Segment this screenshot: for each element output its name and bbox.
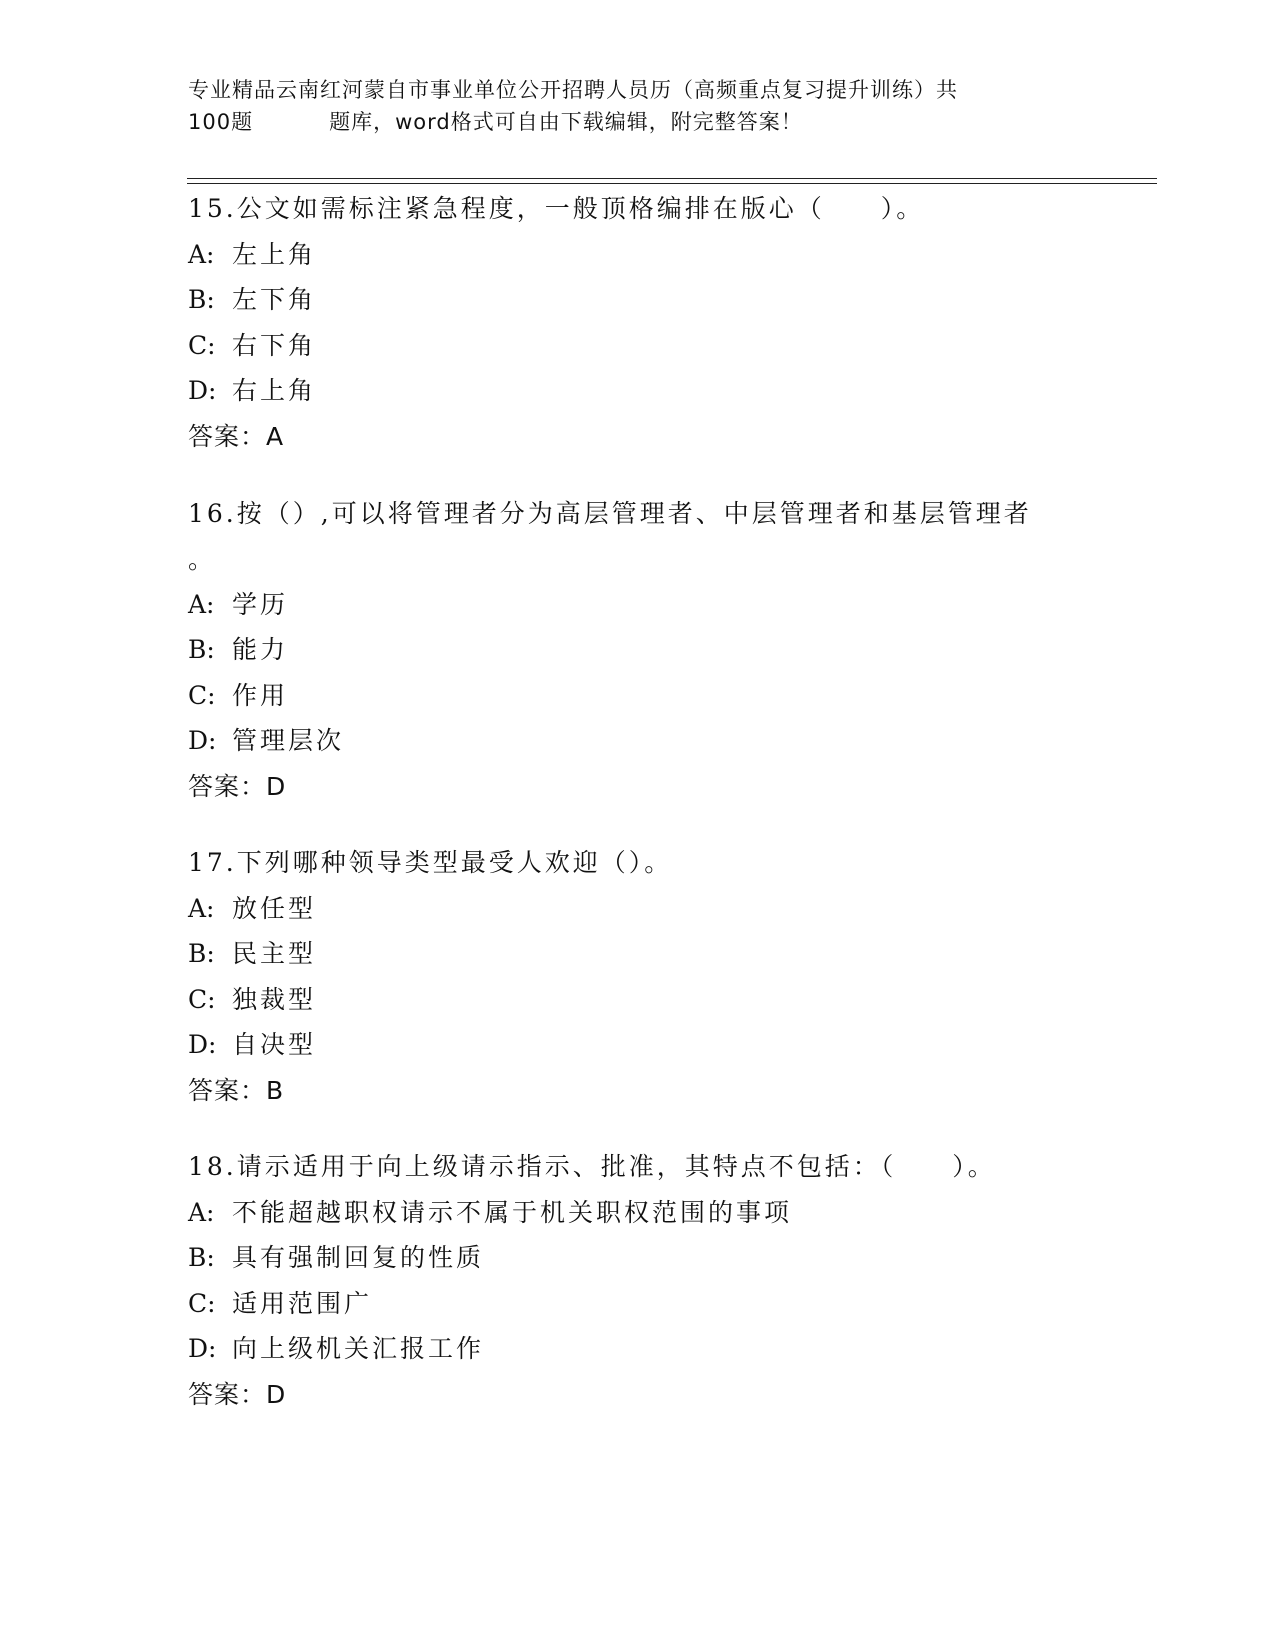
option-a — [188, 1190, 1088, 1236]
question-stem-continuation: 。 — [188, 544, 217, 574]
option-key: C: — [188, 1288, 216, 1318]
option-text: 独裁型 — [232, 984, 317, 1014]
option-key: C: — [188, 984, 216, 1014]
option-text: 自决型 — [232, 1030, 317, 1059]
option-c — [188, 977, 1088, 1023]
option-text: 向上级机关汇报工作 — [232, 1334, 485, 1363]
question-block — [188, 1144, 1088, 1417]
option-key: D: — [188, 1334, 217, 1363]
option-key: D: — [188, 376, 217, 405]
option-key: B: — [188, 939, 215, 968]
answer-label: 答案：D — [188, 771, 287, 801]
option-c — [188, 673, 1088, 719]
option-key: A: — [188, 239, 215, 269]
option-c — [188, 323, 1088, 369]
option-key: B: — [188, 1243, 215, 1272]
option-b — [188, 931, 1088, 977]
option-text: 能力 — [232, 635, 289, 664]
option-text: 作用 — [232, 680, 289, 710]
question-stem: 17.下列哪种领导类型最受人欢迎（）。 — [188, 848, 673, 877]
option-key: A: — [188, 589, 215, 619]
option-a — [188, 886, 1088, 932]
question-stem: 15.公文如需标注紧急程度，一般顶格编排在版心（ ）。 — [188, 194, 925, 223]
header-divider-top — [187, 178, 1157, 179]
header-title-line1: 专业精品云南红河蒙自市事业单位公开招聘人员历（高频重点复习提升训练）共 — [188, 78, 958, 102]
header-divider-bottom — [187, 183, 1157, 184]
question-block — [188, 840, 1088, 1113]
option-d — [188, 718, 1088, 764]
option-b — [188, 277, 1088, 323]
question-stem: 16.按（）,可以将管理者分为高层管理者、中层管理者和基层管理者 — [188, 499, 1032, 528]
option-key: A: — [188, 893, 215, 923]
option-a — [188, 232, 1088, 278]
option-key: B: — [188, 285, 215, 314]
header-subtitle: 题库，word格式可自由下载编辑，附完整答案！ — [329, 110, 803, 134]
option-text: 适用范围广 — [232, 1288, 373, 1318]
option-key: C: — [188, 330, 216, 360]
option-text: 左上角 — [232, 239, 317, 269]
option-c — [188, 1281, 1088, 1327]
header-title-line2 — [188, 106, 1078, 138]
option-text: 放任型 — [232, 893, 317, 923]
option-text: 左下角 — [232, 285, 317, 314]
option-text: 管理层次 — [232, 726, 345, 755]
question-block — [188, 186, 1088, 459]
question-stem: 18.请示适用于向上级请示指示、批准，其特点不包括：（ ）。 — [188, 1152, 996, 1181]
option-key: D: — [188, 726, 217, 755]
option-key: C: — [188, 680, 216, 710]
option-b — [188, 1235, 1088, 1281]
option-text: 右上角 — [232, 376, 317, 405]
option-key: B: — [188, 635, 215, 664]
option-text: 右下角 — [232, 330, 317, 360]
option-text: 具有强制回复的性质 — [232, 1243, 485, 1272]
option-d — [188, 368, 1088, 414]
option-key: A: — [188, 1197, 215, 1227]
option-text: 学历 — [232, 589, 289, 619]
option-b — [188, 627, 1088, 673]
option-text: 不能超越职权请示不属于机关职权范围的事项 — [232, 1197, 793, 1227]
document-header — [188, 74, 1078, 138]
header-question-count: 100题 — [188, 110, 254, 134]
option-key: D: — [188, 1030, 217, 1059]
answer-label: 答案：B — [188, 1075, 285, 1105]
option-text: 民主型 — [232, 939, 317, 968]
option-a — [188, 582, 1088, 628]
answer-label: 答案：A — [188, 421, 285, 451]
option-d — [188, 1326, 1088, 1372]
question-block — [188, 491, 1088, 809]
option-d — [188, 1022, 1088, 1068]
answer-label: 答案：D — [188, 1379, 287, 1409]
